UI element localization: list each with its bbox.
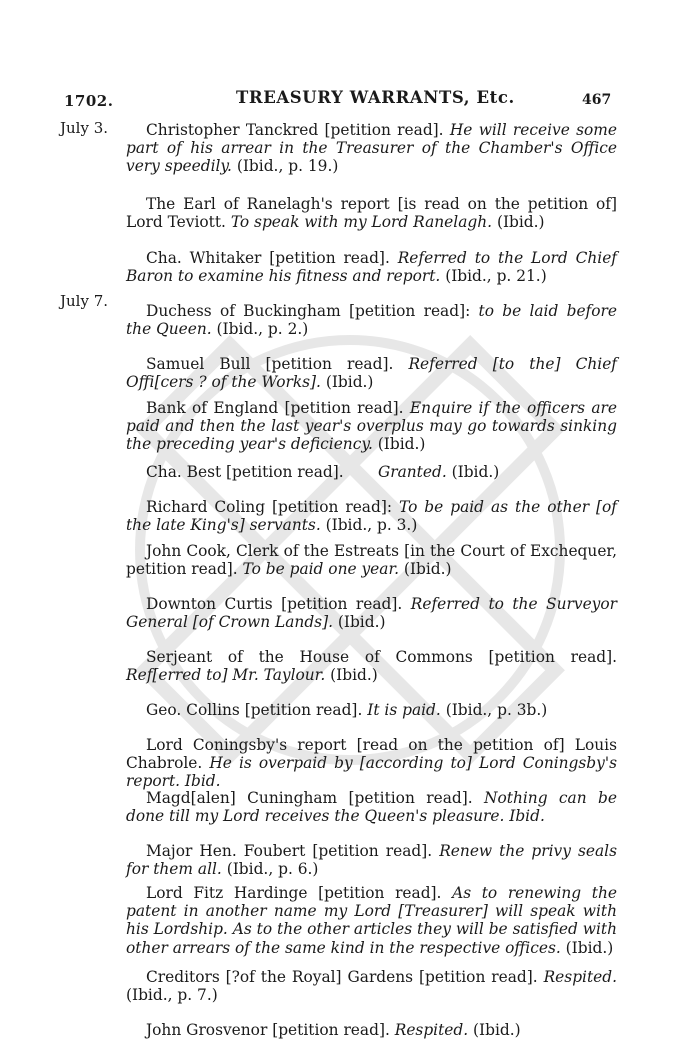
- entry-paragraph: Christopher Tanckred [petition read]. He will receive some part of his arrear in the Treasurer of the Chamber's Office very speedily. (Ibid., p. 19.): [126, 121, 617, 176]
- entry-paragraph: Downton Curtis [petition read]. Referred to the Surveyor General [of Crown Lands]. (Ibid.): [126, 595, 617, 632]
- entry-paragraph: Cha. Best [petition read]. Granted. (Ibid.): [146, 463, 500, 481]
- entry-paragraph: Magd[alen] Cuningham [petition read]. Nothing can be done till my Lord receives the Queen's pleasure. Ibid.: [126, 789, 617, 826]
- entry-paragraph: Serjeant of the House of Commons [petition read]. Ref[erred to] Mr. Taylour. (Ibid.): [126, 648, 617, 685]
- running-head-title: TREASURY WARRANTS, Etc.: [236, 88, 515, 107]
- date-margin-note: July 7.: [60, 292, 109, 310]
- entry-paragraph: Major Hen. Foubert [petition read]. Renew the privy seals for them all. (Ibid., p. 6.): [126, 842, 618, 879]
- entry-paragraph: Cha. Whitaker [petition read]. Referred to the Lord Chief Baron to examine his fitness and report. (Ibid., p. 21.): [126, 249, 617, 286]
- entry-paragraph: John Cook, Clerk of the Estreats [in the Court of Exchequer, petition read]. To be paid one year. (Ibid.): [126, 542, 617, 579]
- entry-paragraph: Geo. Collins [petition read]. It is paid. (Ibid., p. 3b.): [146, 701, 548, 719]
- entry-paragraph: Duchess of Buckingham [petition read]: to be laid before the Queen. (Ibid., p. 2.): [126, 302, 617, 339]
- entry-paragraph: John Grosvenor [petition read]. Respited. (Ibid.): [146, 1021, 521, 1039]
- entry-paragraph: Samuel Bull [petition read]. Referred [to the] Chief Offi[cers ? of the Works]. (Ibid.): [126, 355, 617, 392]
- date-margin-note: July 3.: [60, 119, 109, 137]
- entry-paragraph: Lord Fitz Hardinge [petition read]. As to renewing the patent in another name my Lord [Treasurer] will speak with his Lordship. As to the other articles they will be satisfied with other arrears of the same kind in the respective offices. (Ibid.): [126, 884, 617, 957]
- entry-paragraph: Richard Coling [petition read]: To be paid as the other [of the late King's] servants. (Ibid., p. 3.): [126, 498, 617, 535]
- entry-paragraph: Lord Coningsby's report [read on the petition of] Louis Chabrole. He is overpaid by [according to] Lord Coningsby's report. Ibid.: [126, 736, 617, 791]
- page-number: 467: [582, 92, 612, 108]
- entry-paragraph: Bank of England [petition read]. Enquire if the officers are paid and then the last year's overplus may go towards sinking the preceding year's deficiency. (Ibid.): [126, 399, 617, 454]
- running-head-year: 1702.: [64, 92, 114, 110]
- entry-paragraph: The Earl of Ranelagh's report [is read on the petition of] Lord Teviott. To speak with my Lord Ranelagh. (Ibid.): [126, 195, 617, 232]
- entry-paragraph: Creditors [?of the Royal] Gardens [petition read]. Respited. (Ibid., p. 7.): [126, 968, 617, 1005]
